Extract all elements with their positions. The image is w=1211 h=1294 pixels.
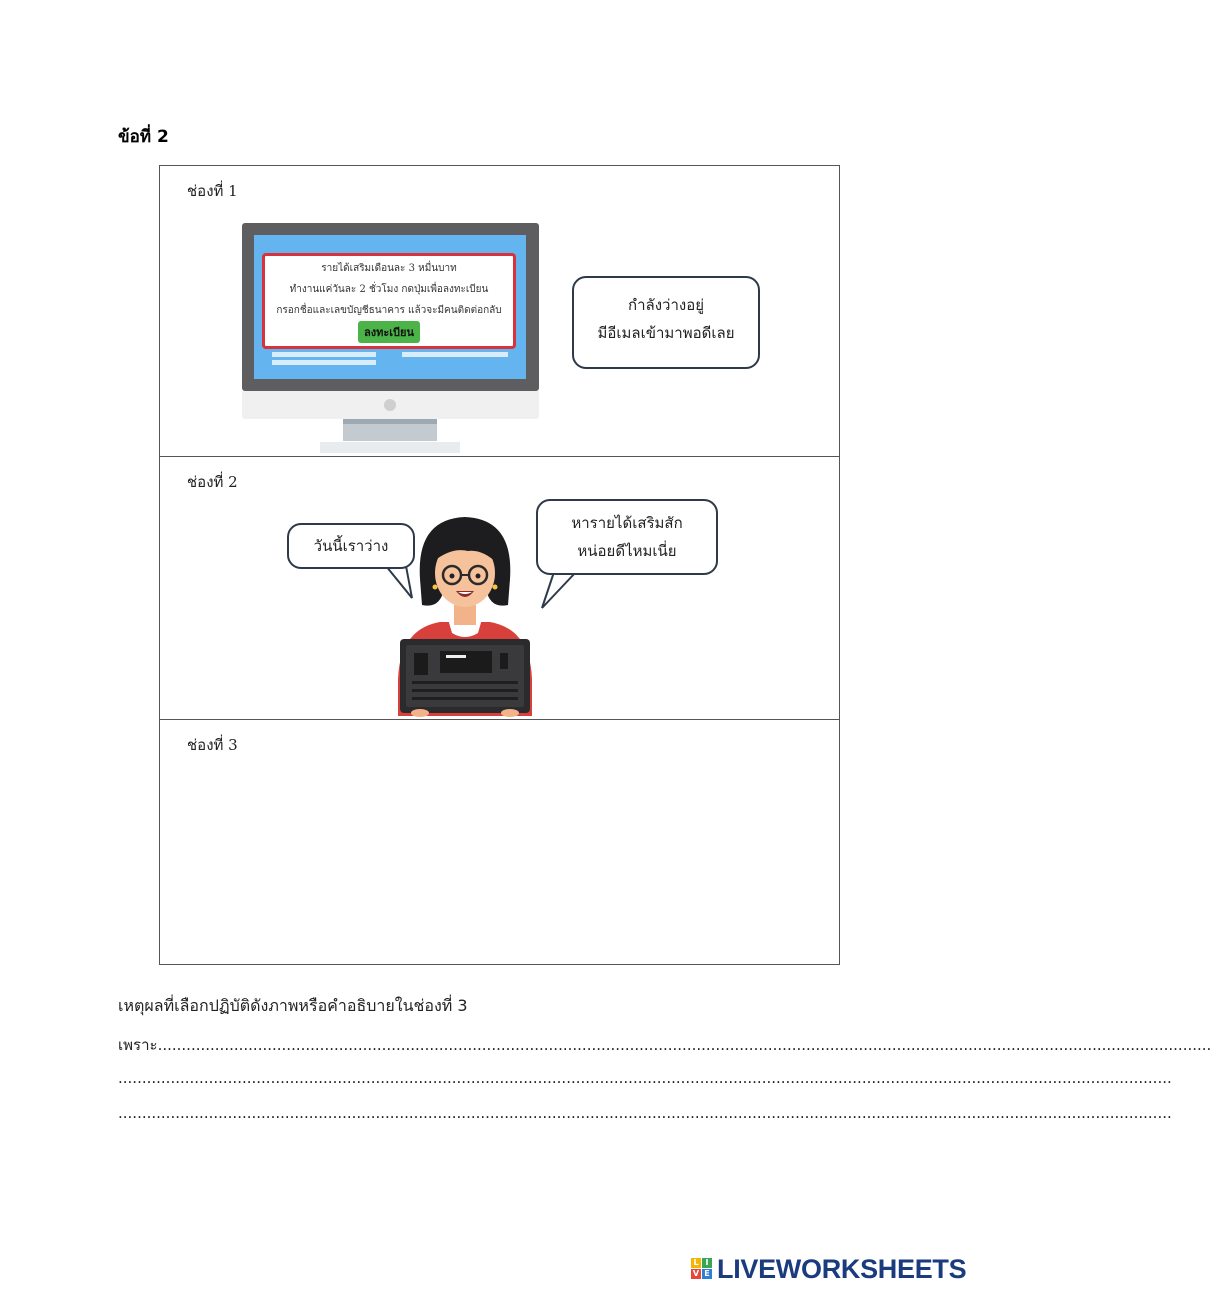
ad-line-3: กรอกชื่อและเลขบัญชีธนาคาร แล้วจะมีคนติดต่อกลับ xyxy=(276,305,502,316)
logo-text: LIVEWORKSHEETS xyxy=(717,1253,967,1284)
liveworksheets-logo xyxy=(691,1254,966,1284)
answer-line-1[interactable] xyxy=(118,1033,1211,1057)
ad-line-2: ทำงานแค่วันละ 2 ชั่วโมง กดปุ่มเพื่อลงทะเบียน xyxy=(289,284,489,295)
bubble-text-line-2: มีอีเมลเข้ามาพอดีเลย xyxy=(597,324,735,342)
bubble-right-line-2: หน่อยดีไหมเนี่ย xyxy=(577,542,677,560)
monitor-screen xyxy=(254,235,526,379)
girl-with-laptop-illustration xyxy=(390,509,540,716)
screen-bar xyxy=(272,352,376,357)
answer-line-3[interactable] xyxy=(118,1104,1172,1122)
speech-bubble-panel-1 xyxy=(572,276,760,369)
comic-panel-frame xyxy=(159,165,840,965)
dotted-line: ............................................................................................................................................................................................................................. xyxy=(157,1036,1211,1054)
ad-register-button: ลงทะเบียน xyxy=(358,321,420,343)
question-title: ข้อที่ 2 xyxy=(118,127,169,147)
panel-1 xyxy=(160,166,839,457)
monitor-neck xyxy=(343,419,437,441)
bubble-left-text: วันนี้เราว่าง xyxy=(313,537,389,555)
logo-mark-icon xyxy=(691,1258,713,1280)
speech-bubble-tail-right xyxy=(540,570,580,610)
panel-1-label: ช่องที่ 1 xyxy=(187,182,238,200)
ad-line-1: รายได้เสริมเดือนละ 3 หมื่นบาท xyxy=(321,263,457,274)
dotted-line: ............................................................................................................................................................................................................................. xyxy=(118,1104,1172,1122)
speech-bubble-right xyxy=(536,499,718,575)
logo-mark-letter: L xyxy=(691,1258,701,1268)
reason-title: เหตุผลที่เลือกปฏิบัติดังภาพหรือคำอธิบายในช่องที่ 3 xyxy=(118,996,468,1015)
screen-bar xyxy=(402,352,508,357)
monitor-bezel xyxy=(242,223,539,391)
panel-2-label: ช่องที่ 2 xyxy=(187,473,238,491)
logo-mark-letter: V xyxy=(692,1269,700,1278)
answer-prefix: เพราะ xyxy=(118,1036,158,1054)
bubble-text-line-1: กำลังว่างอยู่ xyxy=(628,296,704,314)
logo-mark-letter: E xyxy=(702,1269,712,1279)
monitor-illustration xyxy=(242,223,539,458)
monitor-power-dot xyxy=(384,399,396,411)
bubble-right-line-1: หารายได้เสริมสัก xyxy=(571,514,683,532)
panel-3 xyxy=(160,720,839,966)
screen-bar xyxy=(272,360,376,365)
logo-mark-letter: I xyxy=(702,1258,712,1268)
dotted-line: ............................................................................................................................................................................................................................. xyxy=(118,1069,1172,1087)
monitor-base xyxy=(320,442,460,453)
answer-line-2[interactable] xyxy=(118,1069,1172,1087)
panel-3-label: ช่องที่ 3 xyxy=(187,736,238,754)
ad-popup xyxy=(262,253,516,349)
